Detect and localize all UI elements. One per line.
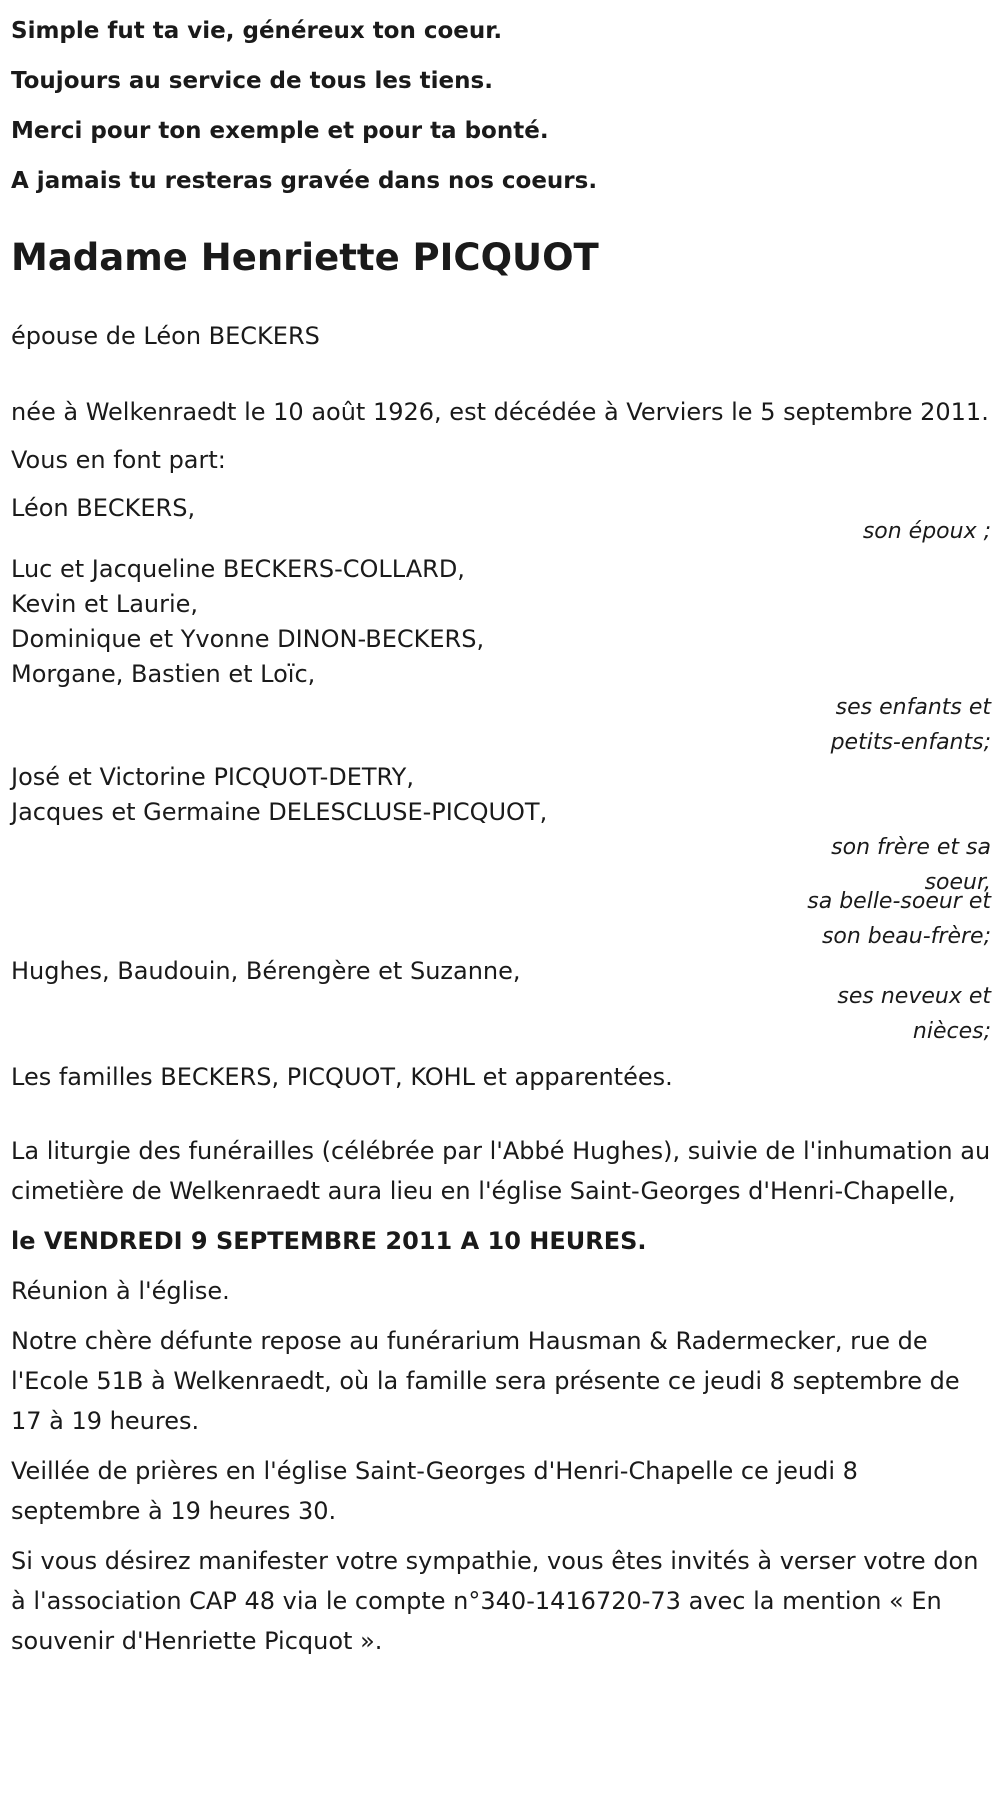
family-member-line: Morgane, Bastien et Loïc, xyxy=(11,660,316,688)
relation-label: ses enfants et xyxy=(835,695,991,720)
family-member-line: Dominique et Yvonne DINON-BECKERS, xyxy=(11,625,485,653)
family-member-line: Hughes, Baudouin, Bérengère et Suzanne, xyxy=(11,957,521,985)
funeral-date: le VENDREDI 9 SEPTEMBRE 2011 A 10 HEURES. xyxy=(11,1227,647,1255)
poem-line-4: A jamais tu resteras gravée dans nos coeurs. xyxy=(11,168,598,194)
relation-label: petits-enfants; xyxy=(830,730,991,755)
deceased-name: Madame Henriette PICQUOT xyxy=(11,236,599,279)
poem xyxy=(11,6,991,206)
birth-death-line: née à Welkenraedt le 10 août 1926, est décédée à Verviers le 5 septembre 2011. xyxy=(11,398,989,426)
family-member-line: Léon BECKERS, xyxy=(11,494,196,522)
poem-line-2: Toujours au service de tous les tiens. xyxy=(11,68,493,94)
family-group-nephews xyxy=(11,954,991,1049)
family-member-line: Kevin et Laurie, xyxy=(11,590,199,618)
relation-label: nièces; xyxy=(912,1019,991,1044)
family-member-line: Jacques et Germaine DELESCLUSE-PICQUOT, xyxy=(11,798,548,826)
liturgy-paragraph: La liturgie des funérailles (célébrée par l'Abbé Hughes), suivie de l'inhumation au cimetière de Welkenraedt aura lieu en l'église Saint-Georges d'Henri-Chapelle, xyxy=(11,1137,991,1205)
relation-label: ses neveux et xyxy=(837,984,991,1009)
spouse-line: épouse de Léon BECKERS xyxy=(11,322,320,350)
relation-label: son beau-frère; xyxy=(821,924,991,949)
family-group-siblings xyxy=(11,760,991,954)
obituary-page xyxy=(11,0,991,1661)
donation-paragraph: Si vous désirez manifester votre sympathie, vous êtes invités à verser votre don à l'association CAP 48 via le compte n°340-1416720-73 avec la mention « En souvenir d'Henriette Picquot ». xyxy=(11,1547,979,1655)
funerarium-paragraph: Notre chère défunte repose au funérarium Hausman & Radermecker, rue de l'Ecole 51B à Welkenraedt, où la famille sera présente ce jeudi 8 septembre de 17 à 19 heures. xyxy=(11,1327,960,1435)
vigil-paragraph: Veillée de prières en l'église Saint-Georges d'Henri-Chapelle ce jeudi 8 septembre à 19 heures 30. xyxy=(11,1457,858,1525)
poem-line-3: Merci pour ton exemple et pour ta bonté. xyxy=(11,118,549,144)
poem-line-1: Simple fut ta vie, généreux ton coeur. xyxy=(11,18,503,44)
family-member-line: José et Victorine PICQUOT-DETRY, xyxy=(11,763,414,791)
family-group-children xyxy=(11,552,991,760)
announcement: Vous en font part: xyxy=(11,446,226,474)
relation-label: soeur, xyxy=(924,870,991,895)
family-member-line: Luc et Jacqueline BECKERS-COLLARD, xyxy=(11,555,465,583)
families-line: Les familles BECKERS, PICQUOT, KOHL et apparentées. xyxy=(11,1063,673,1091)
relation-label: sa belle-soeur et xyxy=(807,889,991,914)
relation-label: son époux ; xyxy=(862,519,991,544)
relation-label: son frère et sa xyxy=(831,835,991,860)
meeting-line: Réunion à l'église. xyxy=(11,1277,230,1305)
family-group-spouse xyxy=(11,488,991,552)
